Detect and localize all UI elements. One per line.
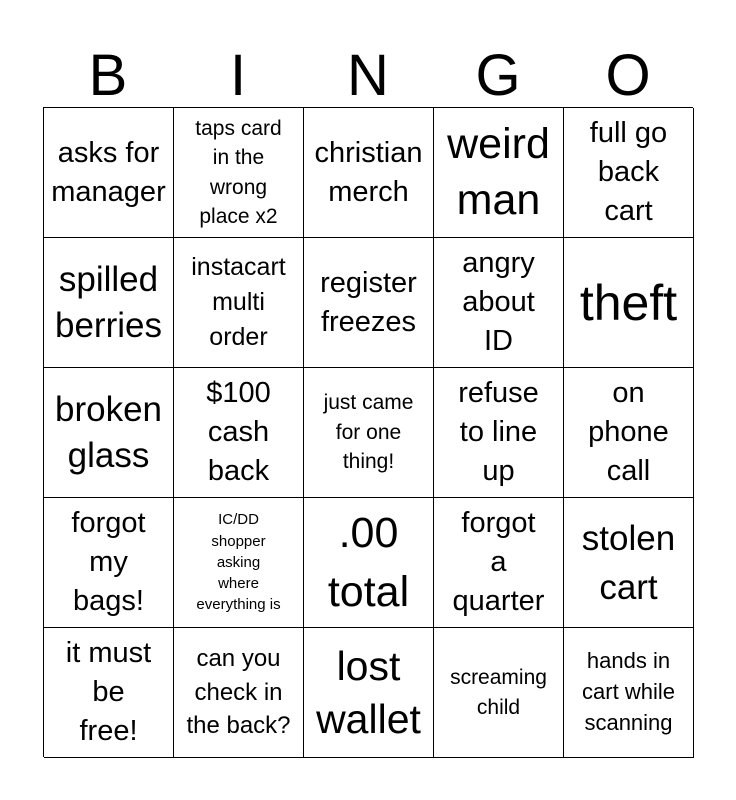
bingo-board [43,107,693,757]
bingo-cell-r4c3[interactable] [304,498,434,628]
cell-text: refuse to line up [458,377,539,487]
bingo-cell-r1c2[interactable] [174,108,304,238]
cell-text: christian merch [314,136,423,208]
bingo-cell-r3c4[interactable] [434,368,564,498]
cell-text: instacart multi order [191,253,286,351]
bingo-cell-r2c1[interactable] [44,238,174,368]
cell-text: forgot a quarter [452,507,545,617]
cell-text: taps card in the wrong place x2 [195,116,282,228]
cell-text: it must be free! [65,637,152,747]
bingo-cell-r3c1[interactable] [44,368,174,498]
bingo-cell-r4c5[interactable] [564,498,694,628]
bingo-cell-r4c1[interactable] [44,498,174,628]
cell-text: IC/DD shopper asking where everything is [196,511,281,614]
header-letter-n: N [347,43,389,108]
bingo-cell-r3c5[interactable] [564,368,694,498]
bingo-cell-r5c1[interactable] [44,628,174,758]
cell-text: screaming child [450,666,547,719]
cell-text: can you check in the back? [186,645,291,740]
bingo-cell-r1c3[interactable] [304,108,434,238]
bingo-cell-r2c2[interactable] [174,238,304,368]
cell-text: full go back cart [589,117,668,227]
cell-text: on phone call [588,377,669,487]
bingo-cell-r5c2[interactable] [174,628,304,758]
cell-text: lost wallet [316,643,421,742]
bingo-cell-r1c4[interactable] [434,108,564,238]
cell-text: weird man [447,120,550,224]
bingo-cell-r1c1[interactable] [44,108,174,238]
bingo-cell-r4c2[interactable] [174,498,304,628]
bingo-cell-r4c4[interactable] [434,498,564,628]
cell-text: forgot my bags! [71,507,146,617]
bingo-cell-r2c4[interactable] [434,238,564,368]
bingo-cell-r3c3[interactable] [304,368,434,498]
cell-text: .00 total [327,509,410,616]
cell-text: register freezes [320,266,417,338]
cell-text: $100 cash back [206,377,271,487]
bingo-header [43,44,693,108]
cell-text: stolen cart [581,518,676,607]
bingo-cell-r3c2[interactable] [174,368,304,498]
bingo-cell-r2c5[interactable] [564,238,694,368]
cell-text: asks for manager [51,136,166,208]
bingo-cell-r5c4[interactable] [434,628,564,758]
cell-text: angry about ID [462,247,535,357]
header-letter-g: G [475,43,521,108]
cell-text: just came for one thing! [323,391,414,474]
cell-text: spilled berries [55,260,162,345]
header-letter-b: B [88,43,128,108]
header-letter-i: I [229,43,247,108]
cell-text: hands in cart while scanning [582,648,675,735]
cell-text: theft [579,274,678,331]
bingo-cell-r2c3[interactable] [304,238,434,368]
bingo-cell-r1c5[interactable] [564,108,694,238]
cell-text: broken glass [54,390,163,475]
bingo-cell-r5c3[interactable] [304,628,434,758]
bingo-cell-r5c5[interactable] [564,628,694,758]
header-letter-o: O [605,43,651,108]
